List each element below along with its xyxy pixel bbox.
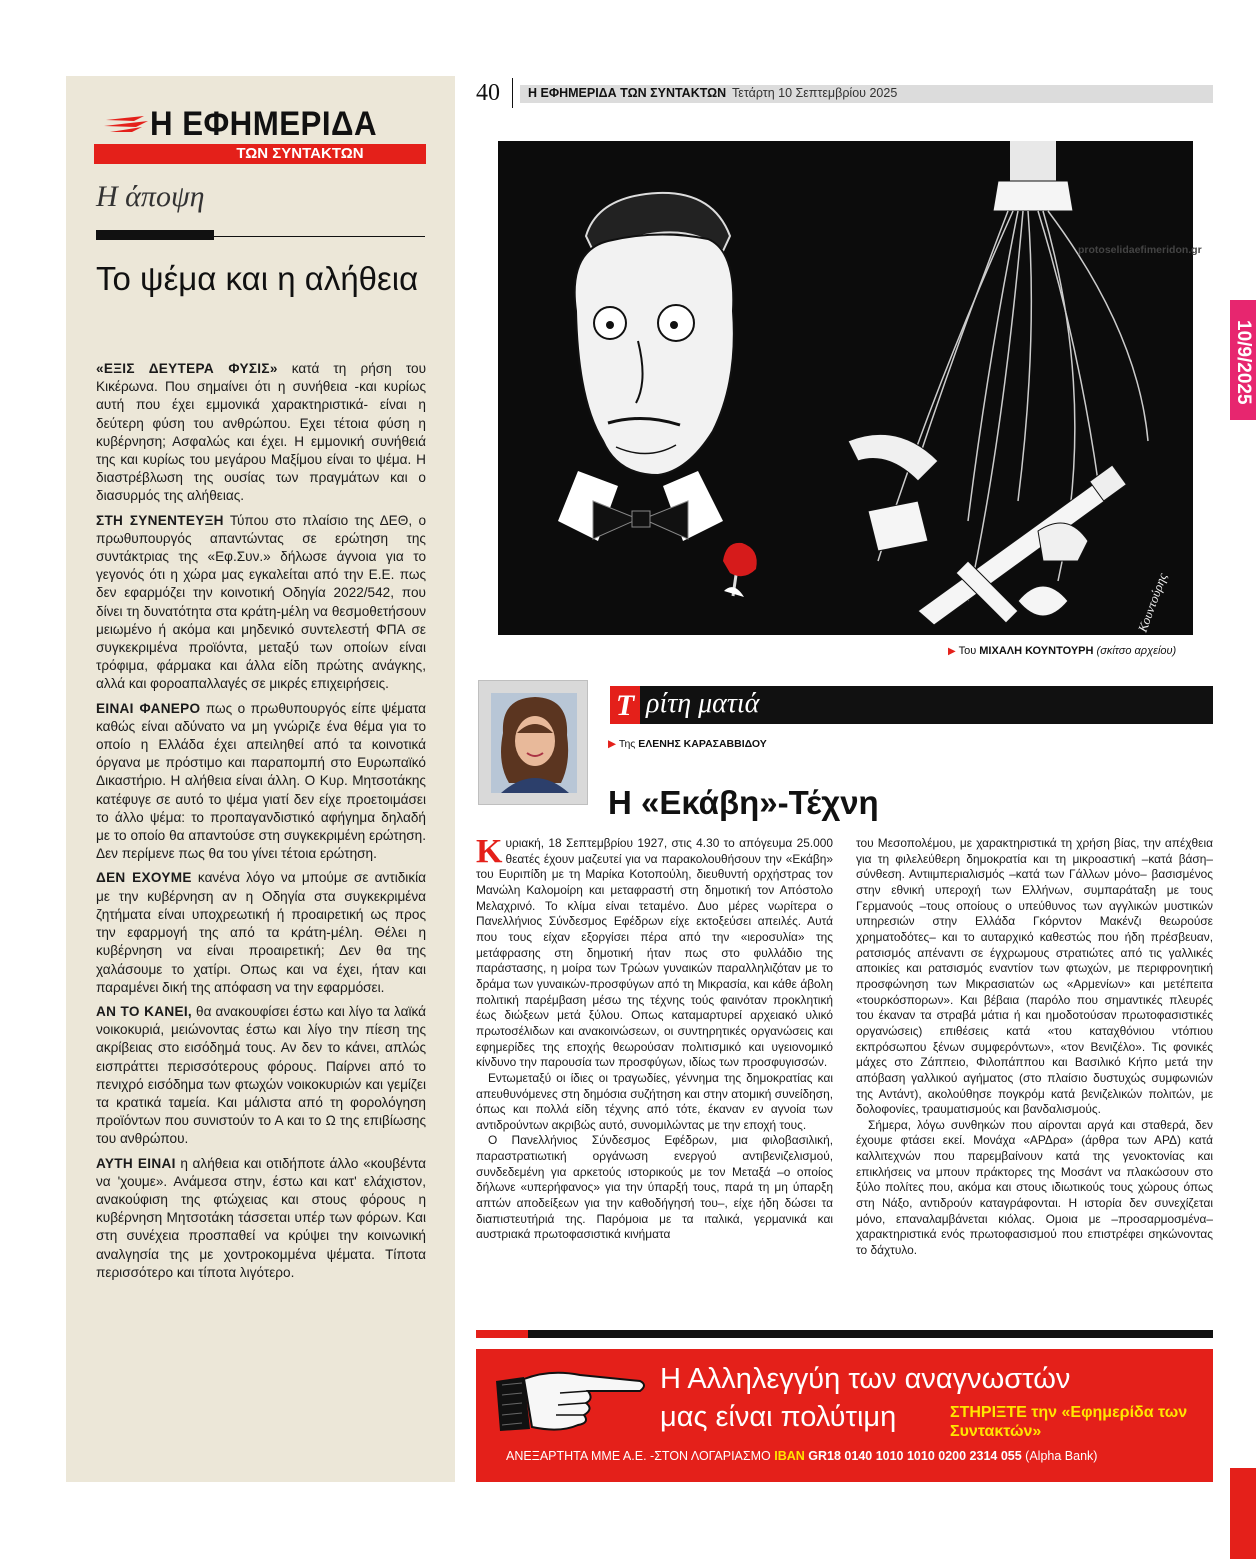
opinion-paragraph [96, 869, 426, 996]
cartoon [498, 141, 1193, 635]
drop-cap: Κ [476, 833, 503, 870]
triangle-right-icon: ▶ [608, 738, 617, 750]
article-paragraph [476, 833, 833, 1071]
paragraph-text: κατά τη ρήση του Κικέρωνα. Που σημαίνει ότι η συνήθεια -και κυρίως αυτή που έχει εμμονικά χαρακτηριστικά- είναι η δεύτερη φύση του ανθρώπου. Εχει τέτοια φύση η κυβέρνηση; Ασφαλώς και έχει. Η εμμονική συνήθειά της και κυρίως του μεγάρου Μαξίμου είναι το ψέμα. Η διαστρέβλωση της ουσίας των πραγμάτων και ο διασυρμός της αλήθειας. [96, 361, 426, 504]
bank-name: (Alpha Bank) [1025, 1449, 1098, 1463]
newspaper-name: Η ΕΦΗΜΕΡΙΔΑ [150, 105, 378, 143]
triangle-right-icon: ▶ [948, 646, 956, 657]
opinion-column [66, 76, 455, 1482]
opinion-paragraph [96, 1155, 426, 1282]
article-column-1 [476, 833, 833, 1243]
credit-name: ΜΙΧΑΛΗ ΚΟΥΝΤΟΥΡΗ [979, 645, 1094, 657]
opinion-headline: Το ψέμα και η αλήθεια [96, 260, 419, 297]
page-number: 40 [476, 80, 500, 106]
article-column-2 [856, 836, 1213, 1259]
byline-prefix: Της [618, 738, 639, 750]
swoosh-icon [104, 114, 150, 134]
page-header [476, 78, 1213, 108]
artist-signature: Κουντούρης [1134, 571, 1170, 635]
article-paragraph: του Μεσοπολέμου, με χαρακτηριστικά τη χρήση βίας, την απέχθεια για τη φιλελεύθερη δημοκρατία και τη μικροαστική –κατά βάση– σύνθεση. Αντιιμπεριαλισμός –κατά των Γάλλων μόνο– βασισμένος στην εθνική υπεροχή των Ελλήνων, συμπαράταξη με τους Γερμανούς –τους οποίους ο υπεύθυνος των αγγλικών μυστικών υπηρεσιών στην Ελλάδα Γκόρντον Μακένζι θεωρούσε χρηματοδότες– και το αυταρχικό καθεστώς που ήδη πρέσβευαν, ρατσισμός απέναντι σε έγχρωμους στρατιώτες από τις γαλλικές αποικίες και ρατσισμός εναντίον των φτωχών, με περιφρονητική προσφώνηση των Μικρασιατών ως «Αρμενίων» και μετέπειτα «τουρκόσπορων». Και βέβαια (παρόλο που σημαντικές πλευρές του έκαναν τα στραβά μάτια ή και ημοδοτούσαν πρωτοφασιστικές οργανώσεις) επιθέσεις κατά «του καταχθόνιου ντόπιου εκπρόσωπου ξένων συμφερόντων», «τον Βενιζέλο». Τις φονικές μάχες στο Ζάππειο, Φιλοπάππου και Βασιλικό Κήπο μετά την απόβαση γαλλικού αγήματος (στο πλαίσιο δυστυχώς συμφωνιών της Αντάντ), ακολούθησε πογκρόμ κατά βενιζελικών πολιτών, με δολοφονίες, τραυματισμούς και βανδαλισμούς. [856, 836, 1213, 1117]
header-bar [520, 85, 1213, 103]
ad-bank-details [506, 1449, 1097, 1463]
byline-author: ΕΛΕΝΗΣ ΚΑΡΑΣΑΒΒΙΔΟΥ [638, 738, 767, 750]
iban-label: IBAN [774, 1449, 805, 1463]
paragraph-text: η αλήθεια και οτιδήποτε άλλο «κουβέντα να 'χουμε». Ανάμεσα στην, έστω και κατ' ελάχιστον, ανακούφιση της φτώχειας και στους φόρους η κυβέρνηση Μητσοτάκη τάσσεται υπέρ των φόρων. Και στη συνέχεια προσπαθεί να κρύψει την κοινωνική αναλγησία της με χοντροκομμένα ψέματα. Τίποτα περισσότερο και τίποτα λιγότερο. [96, 1155, 426, 1280]
paragraph-text: Τύπου στο πλαίσιο της ΔΕΘ, ο πρωθυπουργός απαντώντας σε ερώτηση της συντάκτριας της «Εφ.Συν.» δήλωσε άγνοια για το γεγονός ότι η χώρα μας εγκαλείται από την Ε.Ε. πως δεν εφαρμόζει την κοινοτική Οδηγία 2022/542, που δίνει τη δυνατότητα στα κράτη-μέλη να θεσμοθετήσουν μειωμένο ή ακόμα και μηδενικό συντελεστή ΦΠΑ σε συγκεκριμένα προϊόντα, μεταξύ των οποίων είναι τρόφιμα, φάρμακα και άλλα είδη πρώτης ανάγκης, αλλά και φοροαπαλλαγές σε μικρές επιχειρήσεις. [96, 512, 426, 692]
solidarity-ad[interactable] [476, 1349, 1213, 1482]
header-date: Τετάρτη 10 Σεπτεμβρίου 2025 [732, 86, 898, 100]
cartoon-drawing [498, 141, 1193, 635]
section-rule [96, 230, 425, 240]
paragraph-lead: ΑΥΤΗ ΕΙΝΑΙ [96, 1155, 176, 1171]
column-initial: Τ [610, 686, 640, 724]
watermark: protoselidaefimeridon.gr [1078, 244, 1202, 256]
opinion-paragraph [96, 360, 426, 506]
newspaper-logo[interactable] [94, 104, 426, 164]
ad-top-rule [476, 1330, 1213, 1338]
side-date-tab: 10/9/2025 [1230, 300, 1256, 420]
paragraph-text: πως ο πρωθυπουργός είπε ψέματα καθώς είναι αδύνατο να μη γνώριζε ένα θέμα για το οποίο η Ελλάδα έχει απειληθεί από τα κοινοτικά όργανα με πρόστιμο και παραπομπή στο Ευρωπαϊκό Δικαστήριο. Η αλήθεια είναι άλλη. Ο Κυρ. Μητσοτάκης κατέφυγε σε αυτό το ψέμα γιατί δεν είχε προετοιμάσει το άλλο ψέμα: το προπαγανδιστικό αφήγημα δηλαδή με το οποίο θα απαντούσε στη συγκεκριμένη ερώτηση. Δεν περίμενε πως θα του γίνει τέτοια ερώτηση. [96, 700, 426, 862]
article-paragraph: Εντωμεταξύ οι ίδιες οι τραγωδίες, γέννημα της δημοκρατίας και απευθυνόμενες στη δημόσια συζήτηση και στην ατομική συνείδηση, όπως και πολλά είδη τέχνης από τότε, έκαναν εν αγνοία των αντιδρούντων ακριβώς αυτό, συνομιλώντας με την εποχή τους. [476, 1070, 833, 1132]
article-paragraph: Σήμερα, λόγω συνθηκών που αίρονται αργά και σταθερά, δεν έχουμε φτάσει εκεί. Μονάχα «ΑΡΔρα» (άρθρα των ΑΡΔ) κατά καλλιτεχνών που παρεμβαίνουν κατά της γενοκτονίας και επικλήσεις να μπουν πράκτορες της Μοσάντ να πλακώσουν στο ξύλο πολίτες που, ακόμα και στους ιδιωτικούς τους χώρους όπως στη Νάξο, αντιδρούν καταγράφονται. Η ιστορία δεν συνεχίζεται μόνο, επαναλαμβάνεται κιόλας. Ομοια με –προσαρμοσμένα– χαρακτηριστικά ενός πρωτοφασισμού που επιστρέφει σηκώνοντας το δάχτυλο. [856, 1117, 1213, 1258]
column-byline [608, 738, 767, 750]
credit-prefix: Του [958, 645, 980, 657]
paragraph-text: κανένα λόγο να μπούμε σε αντιδικία με την κυβέρνηση αν η Οδηγία στα συγκεκριμένα ζητήματα είναι υποχρεωτική ή προαιρετική ως προς την εφαρμογή της από τα κράτη-μέλη. Θέλει η κυβέρνηση να είναι προαιρετική; Δεν θα της χαλάσουμε το χατίρι. Οπως και να έχει, ήταν και παραμένει δική της απόφαση να την εφαρμόσει. [96, 870, 426, 995]
newspaper-subtitle: ΤΩΝ ΣΥΝΤΑΚΤΩΝ [94, 144, 426, 164]
paragraph-lead: ΣΤΗ ΣΥΝΕΝΤΕΥΞΗ [96, 512, 224, 528]
paragraph-lead: ΕΙΝΑΙ ΦΑΝΕΡΟ [96, 700, 201, 716]
column-headline: Η «Εκάβη»-Τέχνη [608, 784, 879, 821]
opinion-body [96, 360, 426, 1288]
author-portrait [491, 693, 577, 793]
cartoon-credit [948, 645, 1176, 657]
column-name: ρίτη ματιά [646, 688, 760, 719]
paragraph-text: θα ανακουφίσει έστω και λίγο τα λαϊκά νοικοκυριά, μειώνοντας έστω και λίγο την πίεση της ακρίβειας στο εισόδημά τους. Αν δεν το κάνει, απλώς εισπράττει περισσότερους φόρους. Παίρνει από το πενιχρό εισόδημα των φτωχών νοικοκυριών και γεμίζει τα κρατικά ταμεία. Και μάλιστα από τη φορολόγηση προϊόντων που συνιστούν το Α και το Ω της επιβίωσης του ανθρώπου. [96, 1003, 426, 1147]
account-text: ΑΝΕΞΑΡΤΗΤΑ ΜΜΕ Α.Ε. -ΣΤΟΝ ΛΟΓΑΡΙΑΣΜΟ [506, 1449, 771, 1463]
paragraph-lead: ΔΕΝ ΕΧΟΥΜΕ [96, 870, 192, 886]
header-paper-name: Η ΕΦΗΜΕΡΙΔΑ ΤΩΝ ΣΥΝΤΑΚΤΩΝ [528, 86, 727, 100]
opinion-paragraph [96, 700, 426, 864]
section-title: Η άποψη [96, 180, 205, 213]
opinion-paragraph [96, 512, 426, 694]
opinion-paragraph [96, 1003, 426, 1149]
paragraph-text: υριακή, 18 Σεπτεμβρίου 1927, στις 4.30 το απόγευμα 25.000 θεατές έχουν μαζευτεί για να παρακολουθήσουν την «Εκάβη» του Ευριπίδη με τη Μαρίκα Κοτοπούλη, διευθυντή ορχήστρας τον Μανώλη Καλομοίρη και μεταφραστή στη δημοτική τον Απόστολο Μελαχρινό. Το κλίμα είναι τεταμένο. Δυο μέρες νωρίτερα ο Πανελλήνιος Σύνδεσμος Εφέδρων είχε εκτοξεύσει απειλές. Αυτά που τους είχαν εξοργίσει πέρα από την «ιεροσυλία» της μετάφρασης στη δημοτική ήταν πως στο φυλλάδιο της παράστασης, η μοίρα των Τρώων γυναικών παραλληλιζόταν με το δράμα των γυναικών-προσφύγων από τη Μικρασία, και κάθε άβολη πολιτική παρέμβαση μέσω της τέχνης τούς φαινόταν προκλητική έως διώξεων μετά ξύλου. Οπως καταμαρτυρεί αρχειακό υλικό πρωτοσέλιδων και ανακοινώσεων, οι συντηρητικές οργανώσεις και εφημερίδες της εποχής θεωρούσαν πολιτισμικό και υγειονομικό κίνδυνο την παρουσία των προσφύγων, ιδίως των προσφυγισσών. [476, 836, 833, 1070]
ad-headline-2: μας είναι πολύτιμη [660, 1401, 897, 1433]
credit-note: (σκίτσο αρχείου) [1096, 645, 1177, 657]
author-photo [478, 680, 588, 805]
article-paragraph: Ο Πανελλήνιος Σύνδεσμος Εφέδρων, μια φιλοβασιλική, παραστρατιωτική οργάνωση ενεργού αντιβενιζελισμού, συνδεδεμένη για αρκετούς ιστορικούς με τον Μεταξά –ο οποίος δήλωνε «υπερήφανος» για την ύπαρξή τους, παρά τη μη ύπαρξη απτών αποδείξεων για την καθοδήγησή του–, είχε ήδη δώσει τα διαπιστευτήριά της. Παρόμοια με τα ιταλικά, γερμανικά και αυστριακά πρωτοφασιστικά κινήματα [476, 1133, 833, 1242]
column-title-bar [610, 686, 1213, 724]
pointing-hand-icon [490, 1359, 650, 1441]
paragraph-lead: «ΕΞΙΣ ΔΕΥΤΕΡΑ ΦΥΣΙΣ» [96, 361, 278, 376]
header-divider [512, 78, 513, 108]
ad-call-to-action[interactable]: ΣΤΗΡΙΞΤΕ την «Εφημερίδα των Συντακτών» [950, 1404, 1188, 1440]
ad-headline-1: Η Αλληλεγγύη των αναγνωστών [660, 1363, 1071, 1395]
corner-marker [1230, 1468, 1256, 1559]
iban-number: GR18 0140 1010 1010 0200 2314 055 [808, 1449, 1022, 1463]
paragraph-lead: ΑΝ ΤΟ ΚΑΝΕΙ, [96, 1003, 192, 1019]
